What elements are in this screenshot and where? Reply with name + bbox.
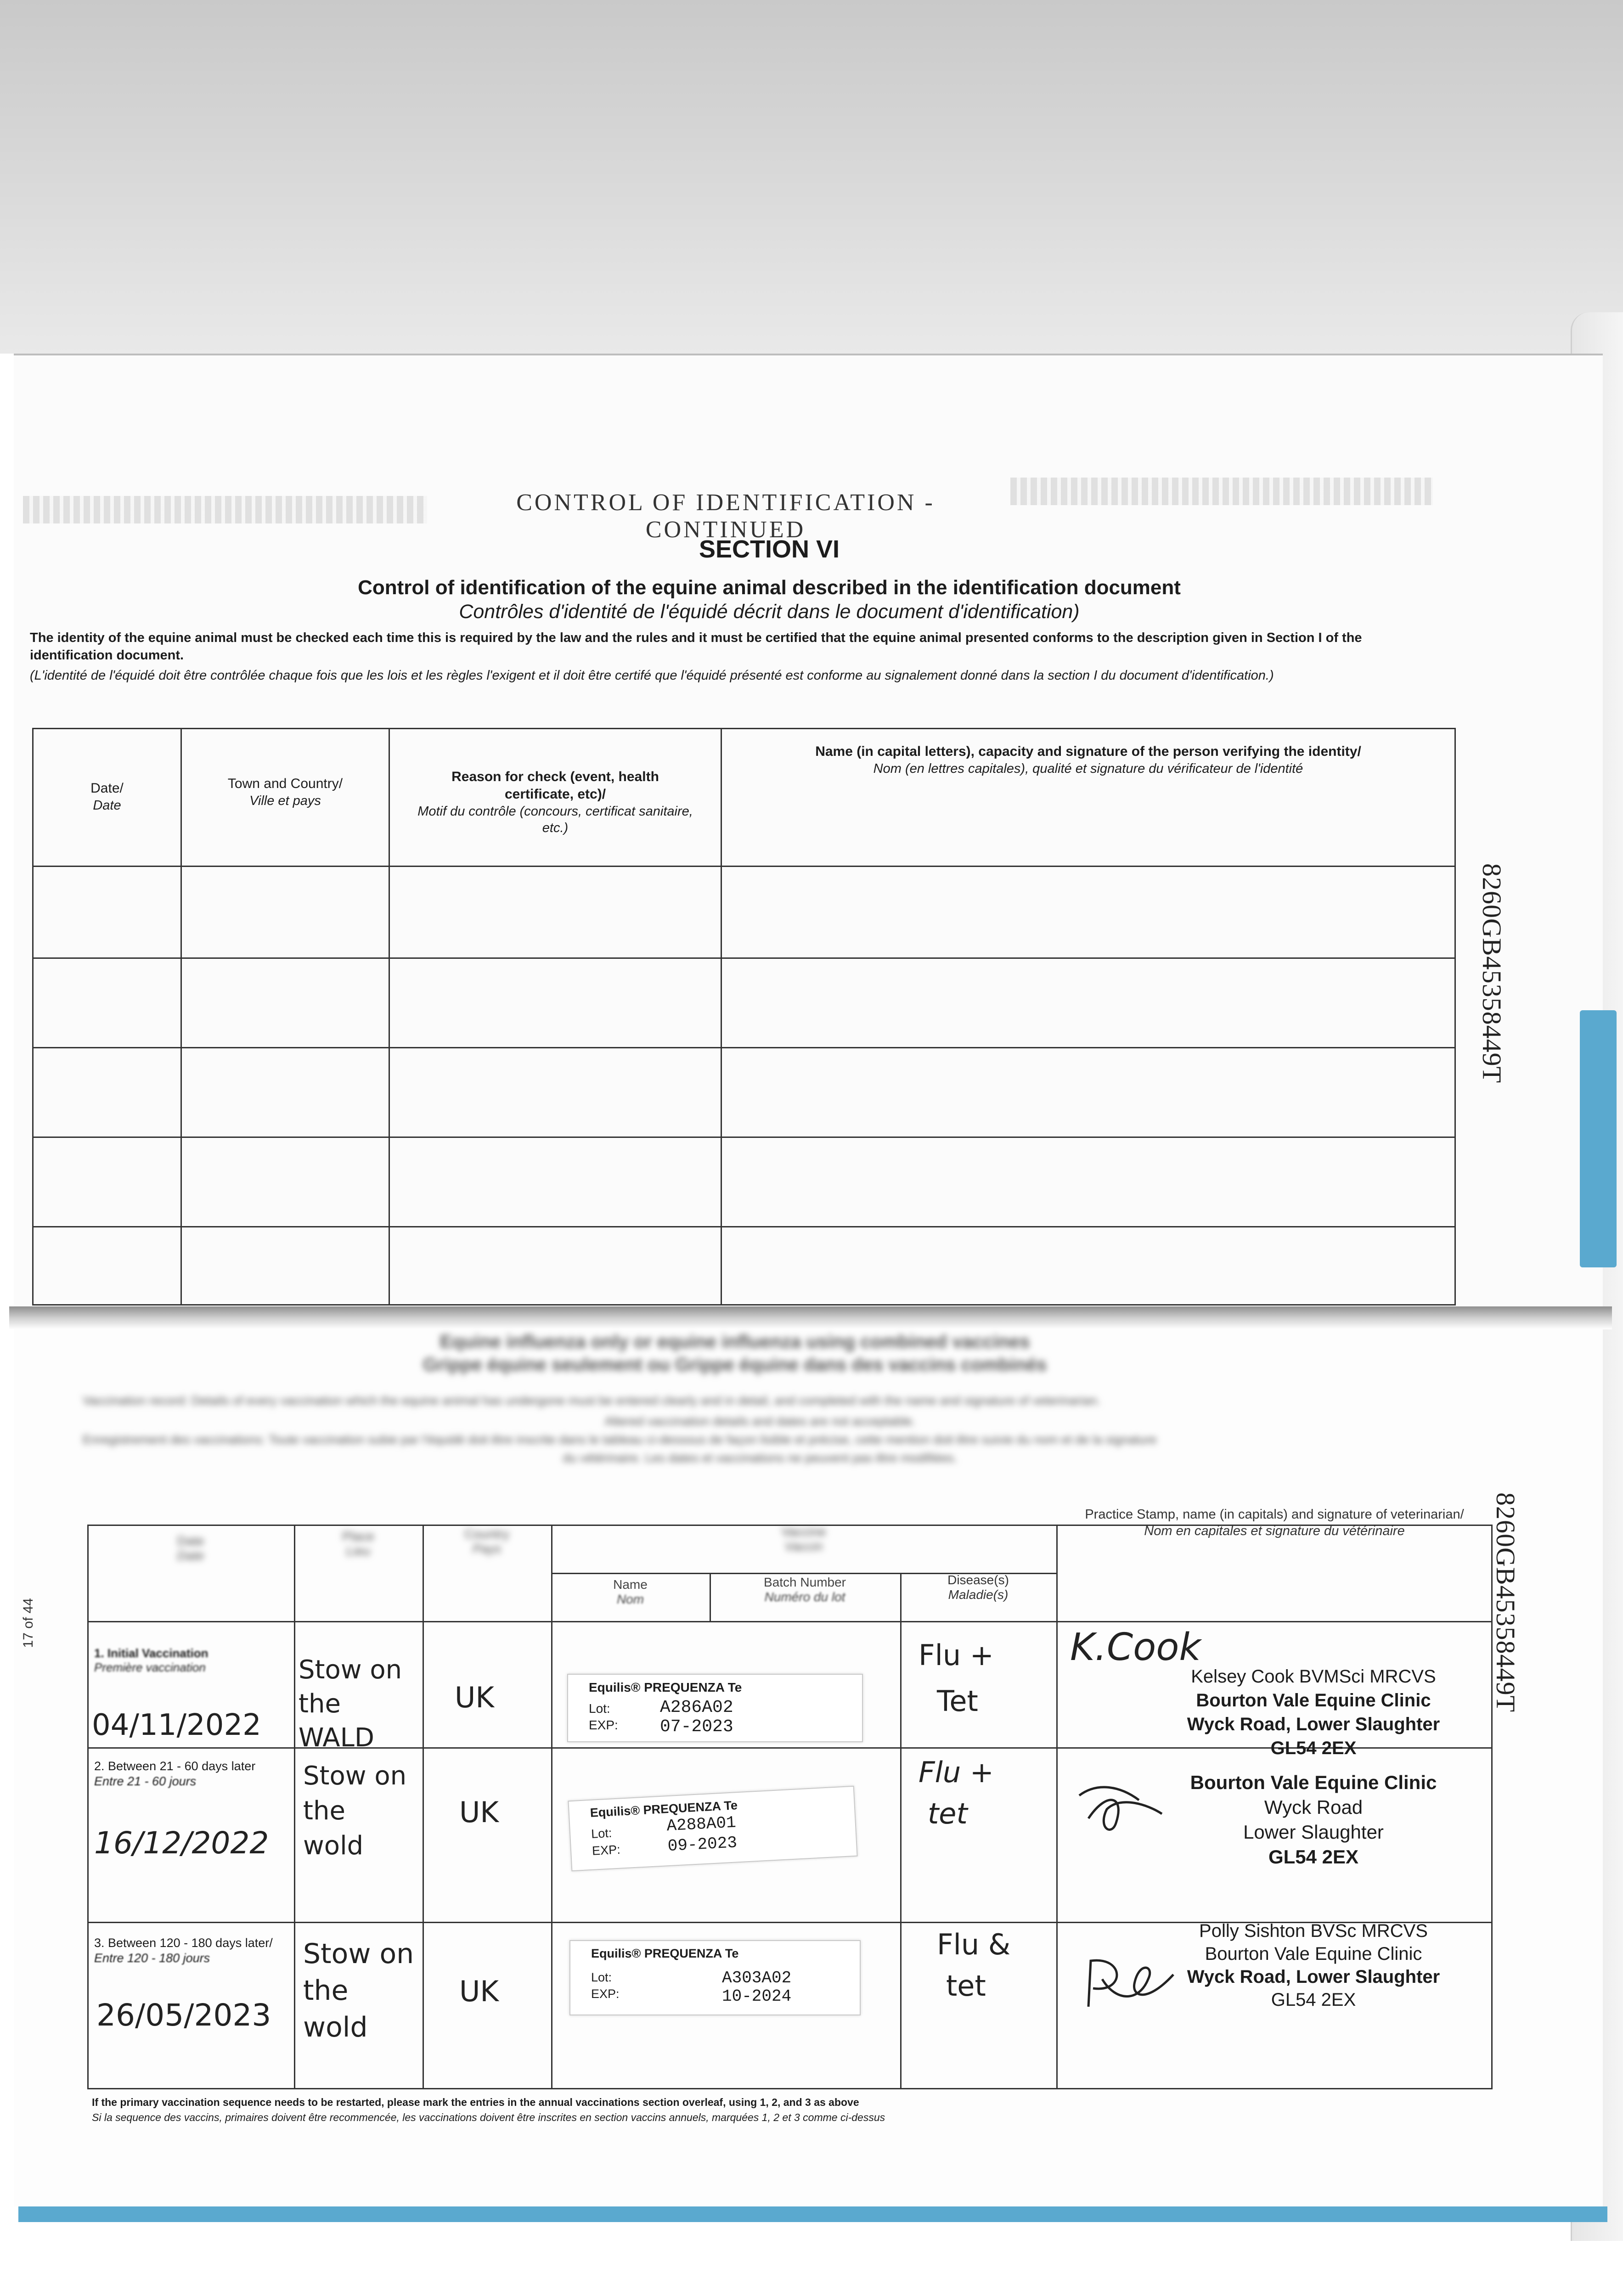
signature-cell[interactable] [721, 958, 1455, 1048]
band-pattern-right [1010, 478, 1433, 505]
col-header-town: Town and Country/ Ville et pays [181, 729, 389, 867]
section-title-fr: Contrôles d'identité de l'équidé décrit dans le document d'identification) [459, 601, 1080, 623]
page-number: 17 of 44 [21, 1598, 36, 1648]
row1-label: 1. Initial Vaccination Première vaccination [94, 1646, 209, 1674]
col-divider [423, 1525, 424, 2089]
footnote-en: If the primary vaccination sequence needs to be restarted, please mark the entries in the annual vaccinations section overleaf, using 1, 2, and 3 as above [92, 2096, 859, 2108]
serial-number-upper: 8260GB45358449T [1477, 863, 1507, 1083]
serial-number-lower: 8260GB45358449T [1491, 1492, 1521, 1712]
col-header-reason: Reason for check (event, health certificate, etc)/ Motif du contrôle (concours, certificat sanitaire, etc.) [389, 729, 721, 867]
signature-cell[interactable] [721, 1137, 1455, 1227]
row-divider [87, 1621, 1493, 1622]
col-header-vaccine-name: Name Nom [613, 1577, 648, 1606]
row2-country: UK [459, 1795, 499, 1829]
col-divider [1056, 1525, 1058, 2089]
row1-place: Stow on the WALD [299, 1655, 402, 1753]
blue-cover-tab [1580, 1010, 1617, 1267]
footnote-fr: Si la sequence des vaccins, primaires doivent être recommencée, les vaccinations doivent être inscrites en section vaccins annuels, marquées 1, 2 et 3 comme ci-dessus [92, 2111, 885, 2123]
blurred-title-1: Equine influenza only or equine influenza using combined vaccines [440, 1332, 1030, 1352]
blurred-text-1: Vaccination record: Details of every vaccination which the equine animal has undergone must be entered clearly and in detail, and completed with the name and signature of veterinarian. [83, 1394, 1101, 1407]
row3-disease: Flu & tet [937, 1928, 1011, 2003]
row2-disease: Flu + tet [919, 1756, 994, 1830]
row3-date: 26/05/2023 [96, 1998, 271, 2033]
col-header-verifier: Name (in capital letters), capacity and signature of the person verifying the identity/ Nom (en lettres capitales), qualité et signature du vérificateur de l'identité [721, 729, 1455, 867]
blurred-title-2: Grippe équine seulement ou Grippe équine dans des vaccins combinés [423, 1355, 1047, 1375]
table-row [33, 1227, 1455, 1305]
band-title: CONTROL OF IDENTIFICATION - CONTINUED [516, 490, 935, 543]
signature-cell[interactable] [721, 1048, 1455, 1137]
vaccine-sticker-1: Equilis® PREQUENZA Te Lot: EXP: A286A02 07-2023 [567, 1674, 863, 1742]
col-divider [900, 1573, 902, 2089]
intro-fr: (L'identité de l'équidé doit être contrôlée chaque fois que les lois et les règles l'exigent et il doit être certifé que l'équidé présenté est conforme au signalement donné dans la section I du document d'identification.) [30, 668, 1274, 683]
col-divider [551, 1525, 552, 2089]
col-divider [294, 1525, 295, 2089]
vaccine-sticker-3: Equilis® PREQUENZA Te Lot: EXP: A303A02 10-2024 [569, 1940, 861, 2015]
row1-signature: K.Cook [1070, 1626, 1201, 1669]
row2-vet-stamp: Bourton Vale Equine Clinic Wyck Road Lower Slaughter GL54 2EX [1190, 1772, 1437, 1868]
table-row [33, 1048, 1455, 1137]
signature-cell[interactable] [721, 867, 1455, 958]
vaccine-sticker-2: Equilis® PREQUENZA Te Lot: EXP: A288A01 09-2023 [568, 1786, 857, 1871]
row1-vet-stamp: Kelsey Cook BVMSci MRCVS Bourton Vale Equine Clinic Wyck Road, Lower Slaughter GL54 2EX [1187, 1666, 1440, 1758]
identity-check-table [32, 728, 1456, 1306]
col-header-place: Place Lieu [342, 1529, 375, 1558]
blue-cover-edge [18, 2206, 1607, 2222]
blurred-text-3: Enregistrement des vaccinations: Toute vaccination subie par l'équidé doit être inscrite dans le tableau ci-dessous de façon lisible et précise, cette mention doit être suivie du nom et de la signature [83, 1433, 1157, 1446]
col-header-date: Date/ Date [33, 729, 181, 867]
row1-disease: Flu + Tet [919, 1638, 994, 1718]
section-number: SECTION VI [699, 535, 840, 563]
signature-cell[interactable] [721, 1227, 1455, 1305]
page-fold-shadow [9, 1306, 1612, 1329]
col-header-practice: Practice Stamp, name (in capitals) and signature of veterinarian/ Nom en capitales et signature du vétérinaire [1085, 1507, 1464, 1538]
scanner-shadow-top [0, 0, 1623, 354]
row1-country: UK [455, 1681, 495, 1714]
blurred-text-2: Altered vaccination details and dates are not acceptable. [604, 1414, 916, 1428]
row3-country: UK [459, 1975, 499, 2008]
table-row [33, 958, 1455, 1048]
col-header-date: Date Date [177, 1534, 204, 1563]
col-header-country: Country Pays [464, 1527, 510, 1556]
row1-date: 04/11/2022 [92, 1708, 261, 1742]
row2-label: 2. Between 21 - 60 days later Entre 21 - 60 jours [94, 1759, 256, 1788]
intro-en: The identity of the equine animal must be checked each time this is required by the law and the rules and it must be certified that the equine animal presented conforms to the description given in Section I of the identification document. [30, 630, 1362, 663]
table-row [33, 1137, 1455, 1227]
col-header-batch: Batch Number Numéro du lot [764, 1575, 846, 1604]
row3-label: 3. Between 120 - 180 days later/ Entre 120 - 180 jours [94, 1936, 273, 1965]
col-header-disease: Disease(s) Maladie(s) [947, 1573, 1009, 1602]
table-row [33, 867, 1455, 958]
section-title-en: Control of identification of the equine animal described in the identification document [358, 576, 1181, 599]
row3-place: Stow on the wold [303, 1938, 414, 2043]
row2-place: Stow on the wold [303, 1761, 407, 1861]
row2-date: 16/12/2022 [94, 1825, 269, 1861]
blurred-text-4: du vétérinaire. Les dates et vaccinations ne peuvent pas être modifiées. [563, 1451, 958, 1465]
col-header-vaccine: Vaccine Vaccin [781, 1525, 826, 1553]
row3-vet-stamp: Polly Sishton BVSc MRCVS Bourton Vale Equine Clinic Wyck Road, Lower Slaughter GL54 2EX [1187, 1921, 1440, 2010]
band-pattern-left [23, 496, 427, 523]
